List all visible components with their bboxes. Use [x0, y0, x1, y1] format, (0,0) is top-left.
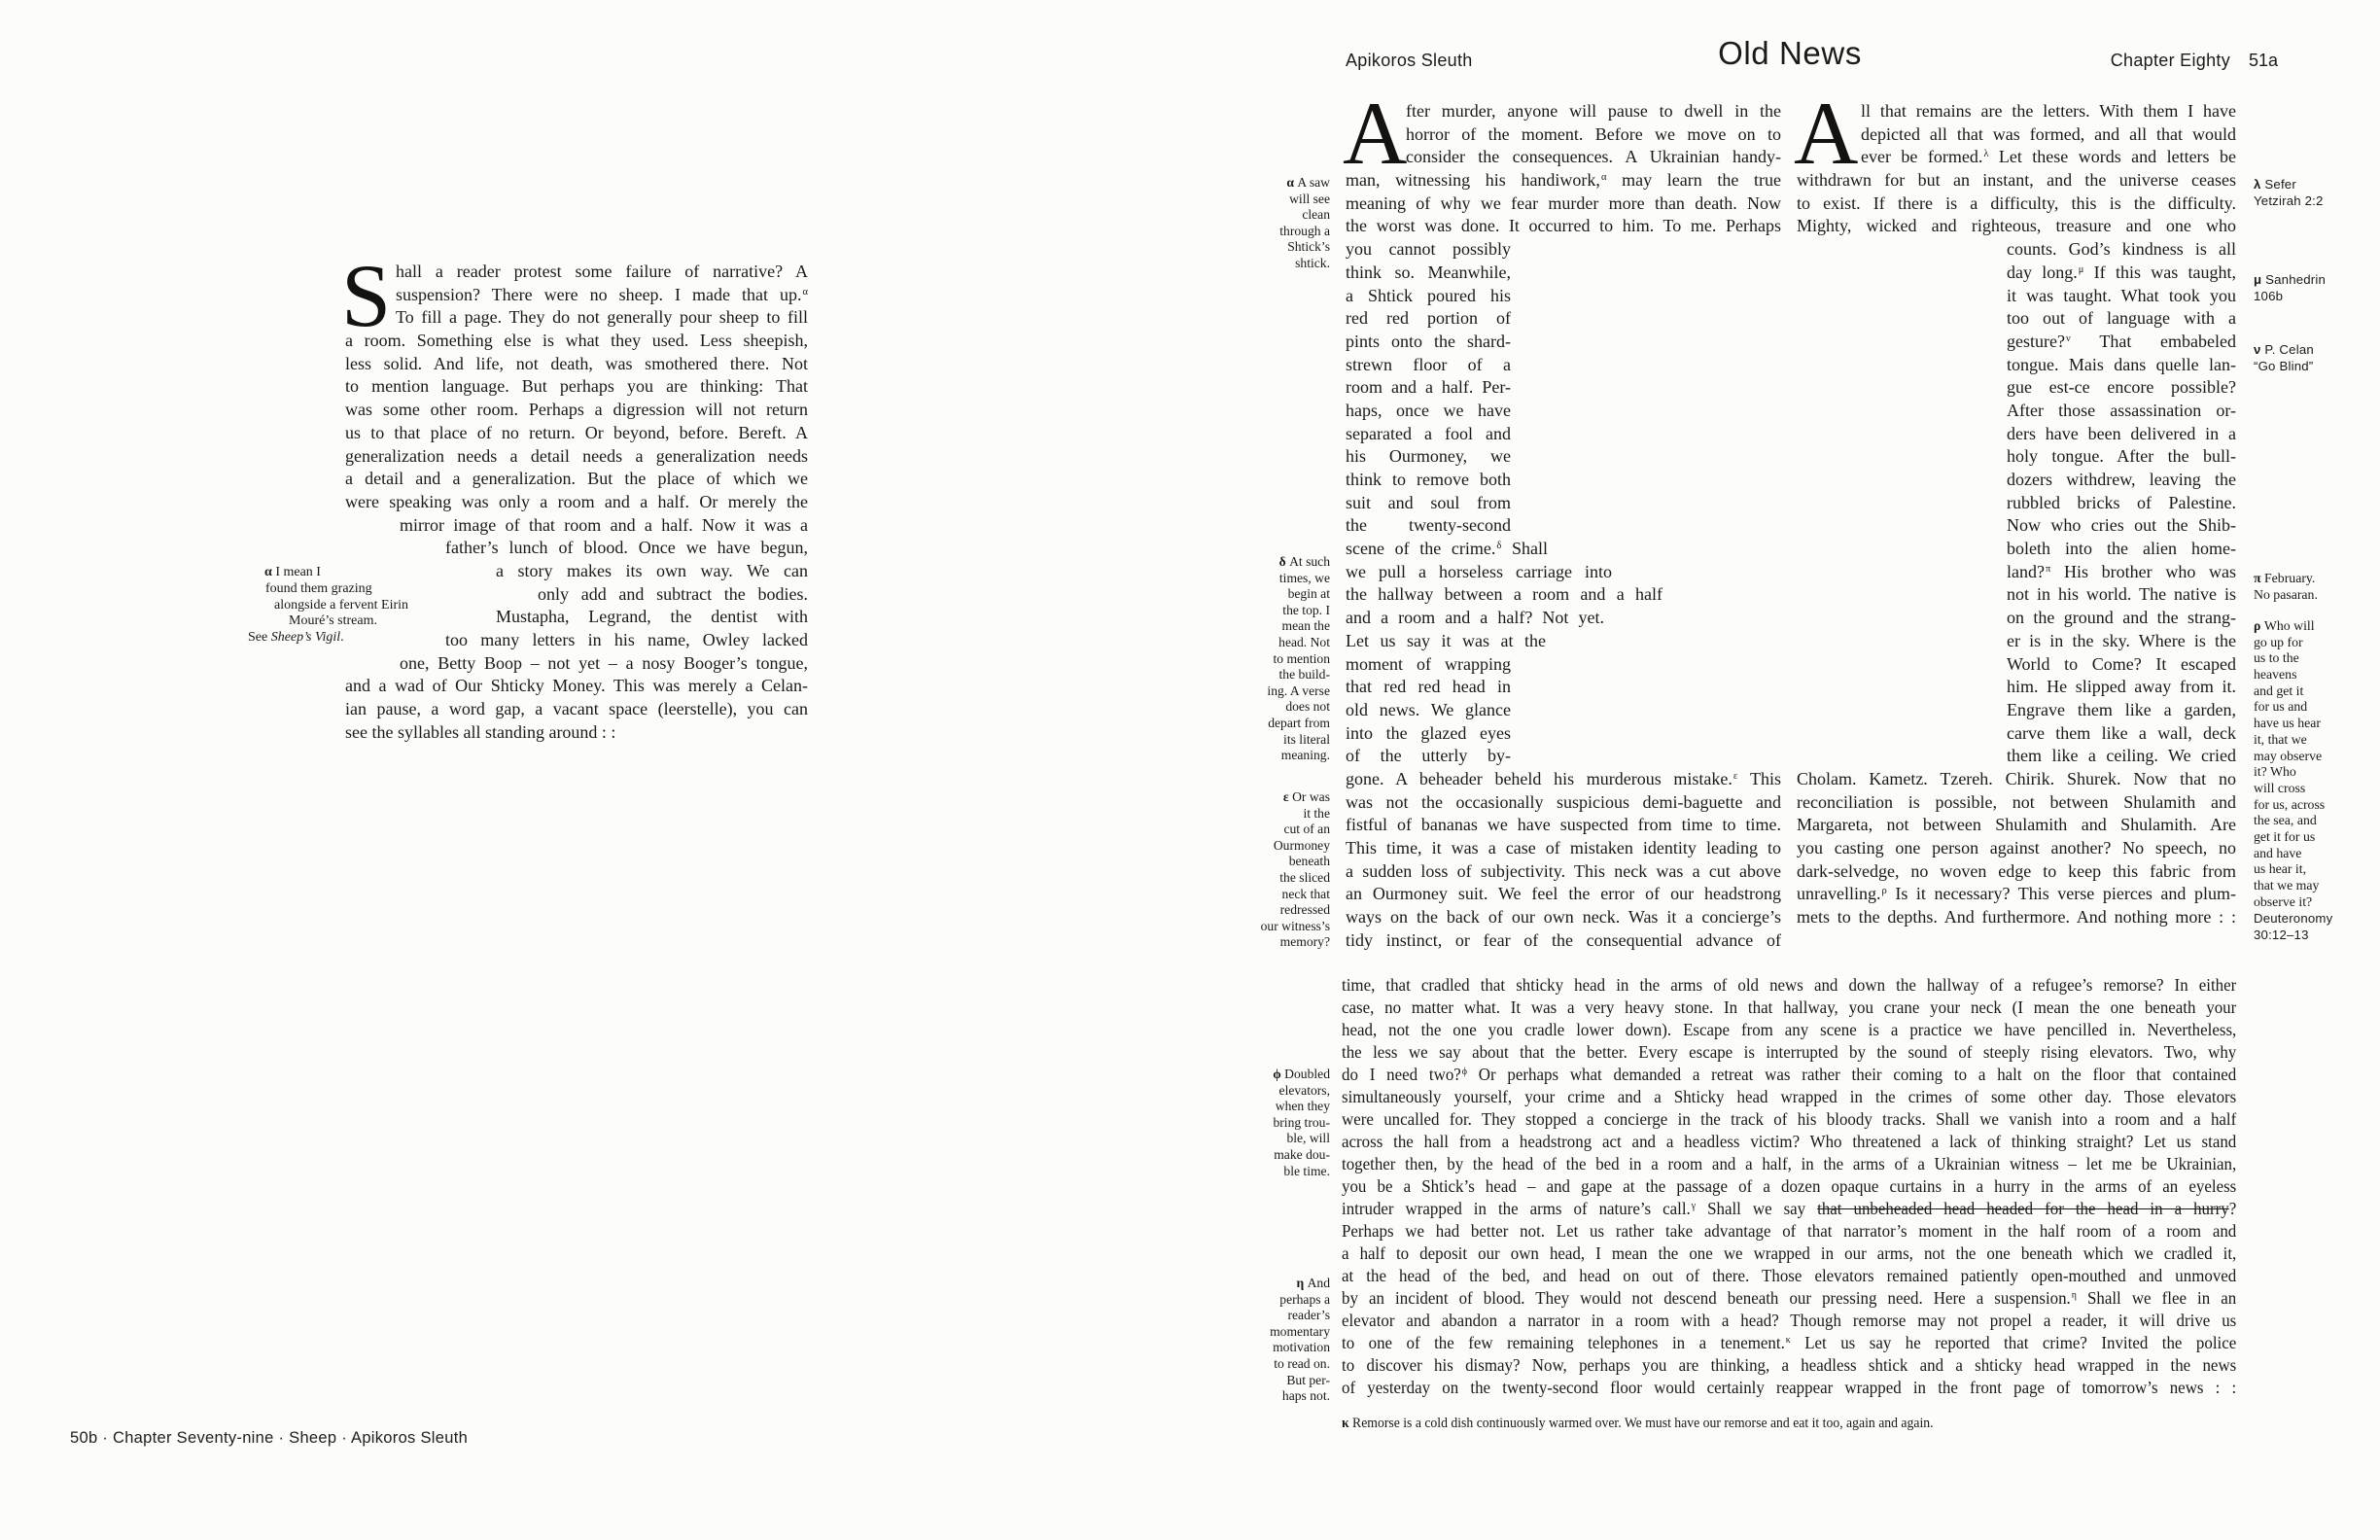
- text-line: and a room and a half? Not yet.: [1346, 608, 1604, 628]
- text-line: make dou-: [1274, 1146, 1330, 1162]
- text-line: were speaking was only a room and a half. Or merely the: [345, 491, 808, 511]
- text-line: that red red head in: [1346, 677, 1511, 697]
- text-line: elevators,: [1278, 1082, 1330, 1098]
- text-line: that we may: [2254, 878, 2320, 892]
- text-line: hall a reader protest some failure of narrative? A: [396, 262, 808, 281]
- text-line: μ Sanhedrin: [2254, 272, 2327, 287]
- text-line: separated a fool and: [1346, 423, 1511, 443]
- margin-note-delta: [1194, 554, 1330, 764]
- full-width-text-lines: [1342, 974, 2236, 1399]
- margin-note-lambda-citation: [2254, 177, 2378, 209]
- text-line: 106b: [2254, 288, 2284, 303]
- text-line: fistful of bananas we have suspected from time to time.: [1346, 815, 1781, 835]
- text-line: α A saw: [1286, 175, 1330, 190]
- text-line: Mustapha, Legrand, the dentist with: [496, 607, 808, 627]
- text-line: ders have been delivered in a: [2007, 423, 2236, 443]
- text-line: case, no matter what. It was a very heavy stone. In that hallway, you crane your neck (I mean the one beneath your: [1342, 998, 2237, 1017]
- text-line: the sliced: [1279, 869, 1330, 885]
- column-1-text-lines: [1346, 100, 1781, 952]
- text-line: and a wad of Our Shticky Money. This was merely a Celan-: [345, 676, 808, 696]
- text-line: But per-: [1286, 1372, 1330, 1387]
- text-line: ρ Who will: [2254, 618, 2315, 633]
- margin-note-alpha: [1194, 175, 1330, 272]
- text-line: memory?: [1279, 934, 1330, 950]
- text-line: ways on the back of our own neck. Was it a concierge’s: [1346, 907, 1781, 928]
- text-line: of the utterly by-: [1346, 746, 1511, 766]
- text-line: ν P. Celan: [2254, 342, 2314, 357]
- text-line: found them grazing: [265, 580, 372, 596]
- text-line: may observe: [2254, 748, 2323, 763]
- text-line: rubbled bricks of Palestine.: [2007, 492, 2236, 512]
- text-line: carve them like a wall, deck: [2007, 722, 2236, 743]
- margin-note-mu-citation: [2254, 272, 2378, 304]
- text-line: through a: [1279, 223, 1330, 238]
- text-line: to discover his dismay? Now, perhaps you are thinking, a headless shtick and a shticky head wrapped in the news: [1342, 1355, 2237, 1375]
- text-line: think so. Meanwhile,: [1346, 262, 1511, 282]
- text-line: simultaneously yourself, your crime and a Shticky head wrapped in the crimes of some other day. Those elevators: [1342, 1087, 2237, 1106]
- text-line: our witness’s: [1260, 918, 1330, 933]
- text-line: Perhaps we had better not. Let us rather take advantage of that narrator’s moment in the half room of a room and: [1342, 1221, 2237, 1241]
- text-line: ever be formed.$^\lambda$ Let these words and letters be: [1861, 147, 2236, 167]
- drop-cap-a-col2: A: [1794, 84, 1859, 183]
- text-line: begin at: [1287, 586, 1330, 602]
- text-line: a Shtick poured his: [1346, 285, 1511, 305]
- text-line: a sudden loss of subjectivity. This neck was a cut above: [1346, 860, 1781, 881]
- text-line: After those assassination or-: [2007, 400, 2236, 420]
- text-line: ε Or was: [1282, 789, 1330, 804]
- text-line: to mention language. But perhaps you are thinking: That: [345, 376, 808, 397]
- text-line: Mighty, wicked and righteous, treasure and one who: [1797, 216, 2236, 236]
- text-line: pints onto the shard-: [1346, 331, 1511, 351]
- text-line: ble, will: [1286, 1131, 1330, 1146]
- column-2-text-lines: [1797, 100, 2236, 929]
- text-line: haps, once we have: [1346, 400, 1511, 420]
- text-line: er is in the sky. Where is the: [2007, 630, 2236, 650]
- text-line: we pull a horseless carriage into: [1346, 561, 1612, 581]
- text-line: Engrave them like a garden,: [2007, 699, 2236, 719]
- text-line: meaning of why we fear murder more than death. Now: [1346, 192, 1781, 213]
- text-line: holy tongue. After the bull-: [2007, 446, 2236, 467]
- text-line: scene of the crime.$^\delta$ Shall: [1346, 539, 1548, 559]
- text-line: To fill a page. They do not generally pour sheep to fill: [396, 307, 808, 328]
- text-line: when they: [1275, 1099, 1330, 1114]
- text-line: was not the occasionally suspicious demi-baguette and: [1346, 791, 1781, 812]
- text-line: Let us say it was at the: [1346, 630, 1546, 650]
- page-folio: 51a: [2249, 51, 2279, 70]
- text-line: was some other room. Perhaps a digression will not return: [345, 400, 808, 420]
- text-line: beneath: [1288, 854, 1330, 869]
- text-line: haps not.: [1281, 1388, 1330, 1404]
- text-line: does not: [1285, 699, 1330, 715]
- text-line: see the syllables all standing around : :: [345, 721, 616, 742]
- text-line: motivation: [1273, 1340, 1330, 1355]
- text-line: a detail and a generalization. But the place of which we: [345, 469, 808, 489]
- text-line: suit and soul from: [1346, 492, 1511, 512]
- text-line: ll that remains are the letters. With them I have: [1861, 101, 2236, 121]
- left-page-text-lines: [345, 261, 808, 744]
- text-line: the top. I: [1282, 602, 1330, 617]
- text-line: δ At such: [1278, 554, 1330, 569]
- text-line: you be a Shtick’s head – and gape at the passage of a dozen opaque curtains in a hurry in the arms of an eyeless: [1342, 1176, 2237, 1196]
- text-line: consider the consequences. A Ukrainian handy-: [1406, 147, 1781, 167]
- text-line: us hear it,: [2254, 861, 2307, 877]
- text-line: moment of wrapping: [1346, 653, 1511, 674]
- text-line: it, that we: [2254, 731, 2307, 747]
- text-line: its literal: [1283, 731, 1330, 747]
- text-line: dark-selvedge, no woven edge to keep this fabric from: [1797, 860, 2236, 881]
- text-line: them like a ceiling. We cried: [2007, 746, 2236, 766]
- text-line: and get it: [2254, 682, 2304, 698]
- text-line: room and a half. Per-: [1346, 377, 1511, 398]
- text-line: for us and: [2254, 699, 2308, 715]
- drop-cap-a-col1: A: [1343, 84, 1408, 183]
- text-line: him. He slipped away from it.: [2007, 677, 2236, 697]
- text-line: gone. A beheader beheld his murderous mistake.$^\varepsilon$ This: [1346, 768, 1781, 788]
- text-line: the less we say about that the better. Every escape is interrupted by the sound of steeply rising elevators. Two, why: [1342, 1042, 2237, 1062]
- text-line: gesture?$^\nu$ That embabeled: [2007, 331, 2236, 351]
- text-line: withdrawn for but an instant, and the universe ceases: [1797, 170, 2236, 191]
- text-line: See Sheep’s Vigil.: [248, 630, 344, 646]
- text-line: will cross: [2254, 780, 2306, 795]
- text-line: π February.: [2254, 571, 2316, 585]
- right-page-column-1: [1343, 84, 1781, 952]
- text-line: strewn floor of a: [1346, 354, 1511, 374]
- text-line: ϕ Doubled: [1273, 1067, 1330, 1081]
- text-line: neck that: [1281, 886, 1330, 901]
- text-line: old news. We glance: [1346, 699, 1511, 719]
- text-line: ing. A verse: [1267, 682, 1330, 698]
- text-line: think to remove both: [1346, 470, 1511, 489]
- text-line: λ Sefer: [2254, 177, 2296, 192]
- text-line: suspension? There were no sheep. I made that up.$^\alpha$: [396, 284, 808, 304]
- text-line: Ourmoney: [1273, 837, 1330, 853]
- text-line: World to Come? It escaped: [2007, 653, 2236, 674]
- text-line: unravelling.$^\rho$ Is it necessary? This verse pierces and plum-: [1797, 884, 2236, 904]
- text-line: gue est-ce encore possible?: [2007, 377, 2236, 398]
- text-line: it? Who: [2254, 764, 2296, 780]
- text-line: heavens: [2254, 667, 2297, 682]
- text-line: the hallway between a room and a half: [1346, 584, 1662, 605]
- running-head-book-title: Apikoros Sleuth: [1346, 51, 1473, 70]
- margin-note-rho: [2254, 618, 2378, 910]
- margin-note-pi: [2254, 571, 2378, 603]
- text-line: meaning.: [1280, 748, 1330, 763]
- text-line: us to that place of no return. Or beyond, before. Bereft. A: [345, 422, 808, 442]
- text-line: less solid. And life, not death, was smothered there. Not: [345, 353, 808, 373]
- text-line: 30:12–13: [2254, 927, 2309, 942]
- text-line: clean: [1302, 207, 1330, 223]
- text-line: shtick.: [1295, 255, 1330, 270]
- text-line: and have: [2254, 845, 2302, 860]
- text-line: the twenty-second: [1346, 515, 1511, 536]
- footnote-kappa: [1342, 1415, 2275, 1432]
- text-line: tidy instinct, or fear of the consequential advance of: [1346, 929, 1781, 950]
- text-line: get it for us: [2254, 828, 2316, 844]
- text-line: not in his world. The native is: [2007, 584, 2236, 605]
- text-line: Margareta, not between Shulamith and Shulamith. Are: [1797, 815, 2236, 835]
- text-line: will see: [1289, 191, 1330, 206]
- text-line: only add and subtract the bodies.: [538, 583, 808, 604]
- text-line: intruder wrapped in the arms of nature’s call.$^\gamma$ Shall we say that unbeheaded head headed for the head in a hurry?: [1342, 1199, 2237, 1218]
- text-line: Mouré’s stream.: [289, 613, 377, 629]
- text-line: you casting one person against another? No speech, no: [1797, 838, 2236, 858]
- text-line: α I mean I: [264, 565, 321, 579]
- running-head-chapter-title: Old News: [1718, 35, 1862, 71]
- left-page-footer: 50b · Chapter Seventy-nine · Sheep · Apikoros Sleuth: [70, 1429, 469, 1447]
- text-line: ble time.: [1283, 1163, 1330, 1178]
- text-line: mean the: [1281, 618, 1330, 634]
- text-line: η And: [1296, 1276, 1330, 1290]
- text-line: to one of the few remaining telephones in a tenement.$^\kappa$ Let us say he reported that crime? Invited the police: [1342, 1333, 2237, 1352]
- margin-note-phi: [1194, 1067, 1330, 1179]
- text-line: to exist. If there is a difficulty, this is the difficulty.: [1797, 192, 2236, 213]
- text-line: red red portion of: [1346, 308, 1511, 329]
- text-line: Cholam. Kametz. Tzereh. Chirik. Shurek. Now that no: [1797, 768, 2236, 788]
- text-line: by an incident of blood. They would not descend beneath our pressing need. Here a suspension.$^\eta$ Shall we flee in an: [1342, 1288, 2237, 1308]
- text-line: a story makes its own way. We can: [496, 560, 808, 580]
- text-line: ian pause, a word gap, a vacant space (leerstelle), you can: [345, 699, 808, 719]
- margin-note-nu-citation: [2254, 342, 2378, 374]
- text-line: times, we: [1278, 570, 1330, 585]
- text-line: for us, across: [2254, 796, 2326, 812]
- text-line: Shtick’s: [1287, 239, 1330, 255]
- text-line: elevator and abandon a narrator in a room with a head? Though remorse may not propel a reader, it will drive us: [1342, 1311, 2237, 1330]
- text-line: depart from: [1268, 715, 1330, 730]
- text-line: man, witnessing his handiwork,$^\alpha$ may learn the true: [1346, 170, 1781, 191]
- margin-note-epsilon: [1194, 789, 1330, 951]
- text-line: Now who cries out the Shib-: [2007, 515, 2236, 536]
- margin-note-deuteronomy-citation: [2254, 911, 2378, 943]
- text-line: were uncalled for. They stopped a concierge in the track of his bloody tracks. Shall we vanish into a room and a half: [1342, 1109, 2237, 1129]
- text-line: dozers withdrew, leaving the: [2007, 470, 2236, 489]
- footnote-text: κ Remorse is a cold dish continuously warmed over. We must have our remorse and eat it too, again and again.: [1342, 1416, 1934, 1431]
- text-line: have us hear: [2254, 716, 2321, 731]
- text-line: too many letters in his name, Owley lacked: [445, 630, 808, 649]
- right-page-full-width-block: [1342, 974, 2236, 1399]
- text-line: head, not the one you cradle lower down). Escape from any scene is a practice we have pencilled in. Nevertheless,: [1342, 1020, 2237, 1039]
- text-line: perhaps a: [1279, 1291, 1330, 1307]
- text-line: No pasaran.: [2254, 586, 2318, 602]
- text-line: too out of language with a: [2007, 308, 2236, 329]
- text-line: his Ourmoney, we: [1346, 446, 1511, 467]
- text-line: us to the: [2254, 650, 2299, 666]
- text-line: Yetzirah 2:2: [2254, 192, 2324, 208]
- text-line: the worst was done. It occurred to him. To me. Perhaps: [1346, 216, 1781, 236]
- text-line: it was taught. What took you: [2007, 285, 2236, 305]
- text-line: reader’s: [1287, 1308, 1330, 1323]
- text-line: into the glazed eyes: [1346, 722, 1511, 743]
- text-line: head. Not: [1278, 634, 1330, 649]
- running-head-chapter-number: Chapter Eighty: [2110, 51, 2230, 70]
- text-line: it the: [1303, 805, 1330, 821]
- text-line: momentary: [1270, 1323, 1330, 1339]
- text-line: day long.$^\mu$ If this was taught,: [2007, 262, 2236, 282]
- text-line: of yesterday on the twenty-second floor would certainly reappear wrapped in the front page of tomorrow’s news : :: [1342, 1378, 2237, 1397]
- right-page-column-2: [1794, 84, 2236, 929]
- margin-note-alpha-left-page: [248, 565, 438, 647]
- text-line: the build-: [1278, 667, 1330, 682]
- text-line: tongue. Mais dans quelle lan-: [2007, 354, 2236, 374]
- margin-note-eta: [1194, 1276, 1330, 1405]
- text-line: land?$^\pi$ His brother who was: [2007, 561, 2236, 581]
- text-line: do I need two?$^\phi$ Or perhaps what demanded a retreat was rather their coming to a halt on the floor that contained: [1342, 1065, 2237, 1084]
- text-line: a room. Something else is what they used. Less sheepish,: [345, 331, 808, 351]
- text-line: mirror image of that room and a half. Now it was a: [400, 514, 808, 535]
- text-line: the sea, and: [2254, 813, 2317, 828]
- text-line: together then, by the head of the bed in a room and a half, in the arms of a Ukrainian witness – let me be Ukrainian,: [1342, 1154, 2237, 1173]
- text-line: depicted all that was formed, and all that would: [1861, 123, 2236, 144]
- text-line: “Go Blind”: [2254, 358, 2314, 373]
- text-line: generalization needs a detail needs a generalization needs: [345, 445, 808, 466]
- text-line: time, that cradled that shticky head in the arms of old news and down the hallway of a refugee’s remorse? In either: [1342, 975, 2237, 995]
- text-line: redressed: [1279, 902, 1330, 918]
- text-line: alongside a fervent Eirin: [274, 597, 409, 612]
- text-line: counts. God’s kindness is all: [2007, 239, 2236, 260]
- text-line: at the head of the bed, and head on out of there. Those elevators remained patiently open-mouthed and unmoved: [1342, 1266, 2237, 1285]
- text-line: to mention: [1273, 650, 1330, 666]
- text-line: on the ground and the strang-: [2007, 608, 2236, 628]
- text-line: Deuteronomy: [2254, 911, 2333, 926]
- text-line: boleth into the alien home-: [2007, 539, 2236, 559]
- text-line: you cannot possibly: [1346, 239, 1511, 260]
- text-line: go up for: [2254, 634, 2303, 649]
- text-line: to read on.: [1274, 1355, 1330, 1371]
- text-line: reconciliation is possible, not between Shulamith and: [1797, 791, 2236, 812]
- text-line: fter murder, anyone will pause to dwell in the: [1406, 101, 1781, 121]
- text-line: cut of an: [1283, 822, 1330, 837]
- text-line: father’s lunch of blood. Once we have begun,: [445, 538, 808, 558]
- text-line: This time, it was a case of mistaken identity leading to: [1346, 838, 1781, 858]
- text-line: horror of the moment. Before we move on to: [1406, 123, 1781, 144]
- text-line: bring trou-: [1273, 1114, 1330, 1130]
- text-line: an Ourmoney suit. We feel the error of our headstrong: [1346, 884, 1781, 904]
- text-line: observe it?: [2254, 893, 2313, 909]
- text-line: one, Betty Boop – not yet – a nosy Booger’s tongue,: [400, 652, 808, 673]
- text-line: mets to the depths. And furthermore. And nothing more : :: [1797, 907, 2236, 928]
- text-line: across the hall from a headstrong act and a headless victim? Who threatened a lack of thinking straight? Let us stand: [1342, 1132, 2237, 1151]
- drop-cap-s: S: [341, 246, 392, 345]
- text-line: a half to deposit our own head, I mean the one we wrapped in our arms, not the one beneath which we cradled it,: [1342, 1243, 2237, 1263]
